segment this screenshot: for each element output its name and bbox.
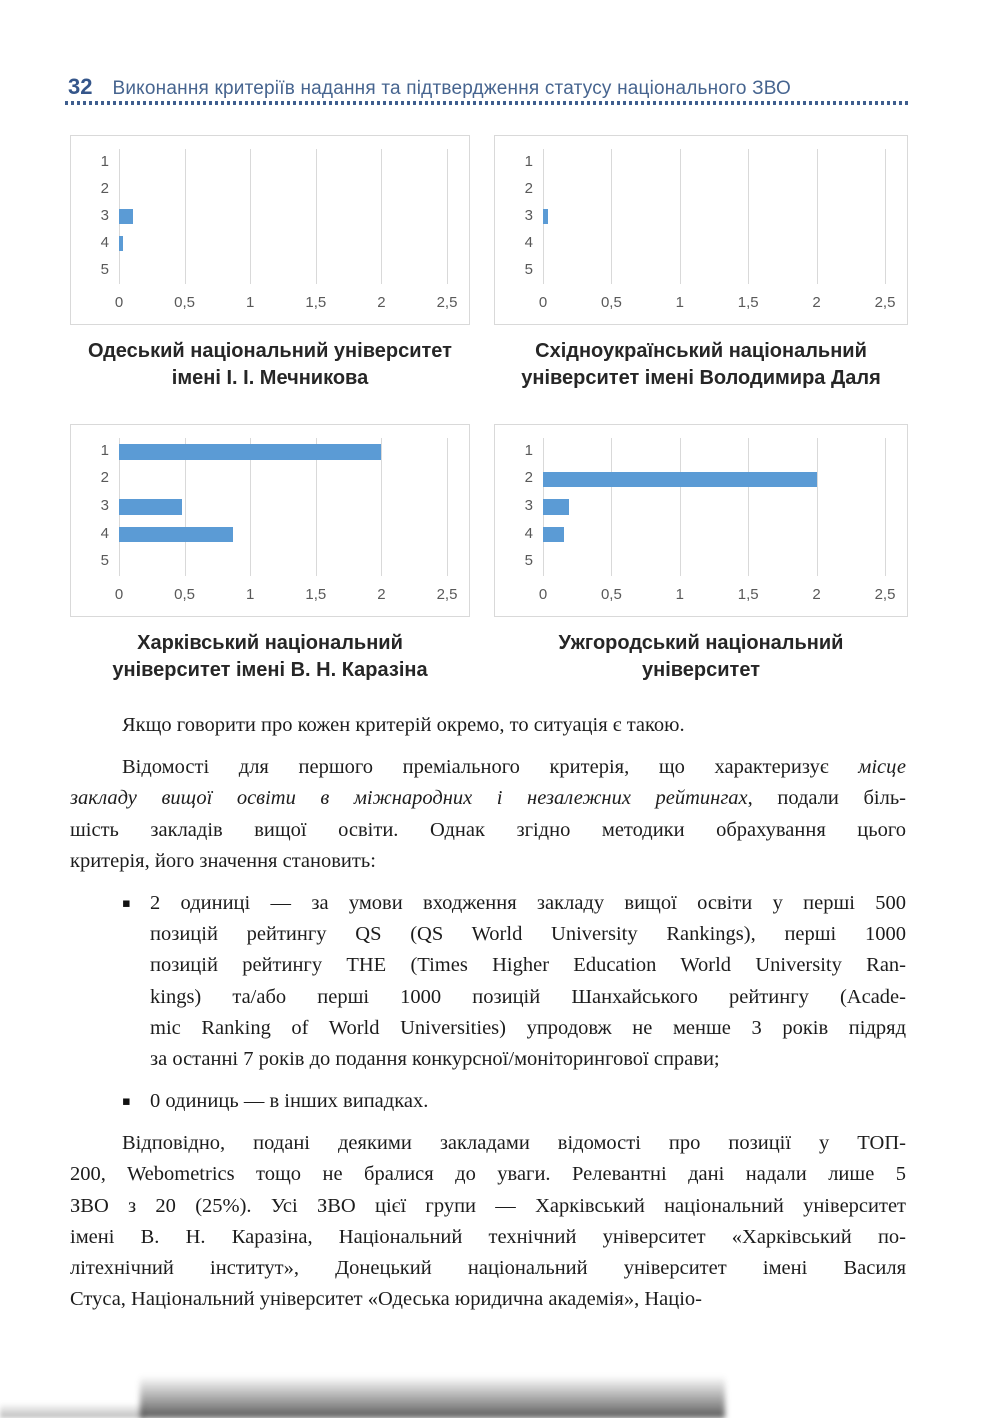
text-segment: Якщо говорити про кожен критерій окремо, то ситуація є такою. [122, 714, 685, 736]
chart-caption-uzhhorod [494, 630, 908, 684]
category-label: 1 [524, 152, 533, 170]
chart-caption-karazin [70, 630, 470, 684]
page-header [68, 74, 908, 100]
caption-line: імені І. І. Мечникова [171, 367, 369, 389]
bar [543, 209, 548, 224]
category-label: 2 [524, 469, 533, 487]
caption-line: університет [642, 659, 760, 681]
x-tick-label: 0,5 [174, 294, 196, 311]
category-axis [495, 149, 539, 284]
text-line [150, 888, 906, 919]
x-tick-label: 0 [114, 294, 124, 311]
bullet-marker: ▪ [122, 1094, 131, 1110]
text-line [70, 783, 906, 814]
text-segment: Відомості для першого преміального критерія, що характеризує [122, 756, 859, 779]
caption-line: Ужгородський національний [558, 632, 844, 654]
bar-chart-karazin [70, 424, 470, 617]
paragraph [70, 1128, 906, 1315]
category-label: 4 [524, 233, 533, 251]
text-segment: , подали біль- [747, 787, 906, 810]
category-label: 4 [100, 233, 109, 251]
text-line [150, 919, 906, 950]
page-number: 32 [68, 74, 93, 99]
paragraph [70, 710, 906, 741]
body-text [70, 710, 906, 1315]
x-tick-label: 2,5 [874, 586, 896, 603]
plot-area [543, 149, 885, 284]
bar-chart-skhidnoukrainskyi [494, 135, 908, 325]
grid-line [817, 438, 818, 576]
category-label: 2 [100, 469, 109, 487]
x-tick-label: 1 [246, 586, 255, 603]
text-line [150, 1086, 906, 1117]
bar [119, 236, 123, 251]
category-label: 4 [524, 524, 533, 542]
x-axis [114, 586, 458, 606]
text-segment: за останні 7 років до подання конкурсної/моніторингової справи; [150, 1047, 720, 1070]
grid-line [316, 149, 317, 284]
grid-line [381, 438, 382, 576]
x-tick-label: 1,5 [305, 586, 327, 603]
running-head-title: Виконання критеріїв надання та підтвердження статусу національного ЗВО [112, 78, 791, 99]
text-segment: позицій рейтингу QS (QS World University Rankings), перші 1000 [150, 923, 906, 946]
x-tick-label: 2,5 [436, 294, 458, 311]
category-label: 3 [524, 206, 533, 224]
category-label: 3 [100, 206, 109, 224]
bullet-item [70, 1086, 906, 1117]
x-tick-label: 2 [377, 294, 386, 311]
text-line [70, 1222, 906, 1253]
dotted-rule [65, 101, 908, 105]
x-tick-label: 1,5 [737, 586, 759, 603]
plot-area [119, 149, 447, 284]
grid-line [611, 438, 612, 576]
text-segment: Стуса, Національний університет «Одеська юридична академія», Націо- [70, 1288, 702, 1311]
grid-line [885, 438, 886, 576]
chart-caption-odesa [70, 338, 470, 392]
grid-line [611, 149, 612, 284]
bar [543, 499, 569, 514]
bar [119, 527, 233, 542]
text-line [70, 1159, 906, 1190]
category-label: 1 [100, 441, 109, 459]
x-tick-label: 0 [538, 294, 548, 311]
text-segment: критерія, його значення становить: [70, 849, 376, 872]
text-segment: Відповідно, подані деякими закладами відомості про позиції у ТОП- [122, 1132, 906, 1155]
text-line [70, 815, 906, 846]
caption-line: Харківський національний [137, 632, 403, 654]
caption-line: Одеський національний університет [88, 340, 452, 362]
text-segment: 200, Webometrics тощо не бралися до уваги. Релевантні дані надали лише 5 [70, 1163, 906, 1186]
category-label: 3 [100, 497, 109, 514]
category-label: 1 [524, 441, 533, 459]
x-tick-label: 0,5 [174, 586, 196, 603]
bar [119, 499, 182, 514]
x-axis [114, 294, 458, 314]
text-line [150, 1013, 906, 1044]
x-tick-label: 2,5 [436, 586, 458, 603]
bar [543, 527, 564, 542]
text-segment: mic Ranking of World Universities) упродовж не менше 3 років підряд [150, 1016, 906, 1039]
grid-line [447, 149, 448, 284]
text-line [150, 1044, 906, 1075]
grid-line [680, 149, 681, 284]
text-line [70, 1253, 906, 1284]
italic-text: місце [858, 756, 906, 779]
x-tick-label: 0,5 [600, 294, 622, 311]
text-segment: імені В. Н. Каразіна, Національний технічний університет «Харківський по- [70, 1225, 906, 1248]
text-line [70, 1191, 906, 1222]
scan-shadow-left [0, 1403, 145, 1418]
text-line [70, 710, 906, 741]
category-label: 4 [100, 524, 109, 542]
x-tick-label: 0 [538, 586, 548, 603]
category-label: 5 [524, 260, 533, 278]
x-tick-label: 1,5 [737, 294, 759, 311]
x-axis [538, 586, 896, 606]
paragraph [70, 752, 906, 877]
category-label: 5 [524, 552, 533, 570]
x-tick-label: 1 [675, 294, 684, 311]
category-label: 5 [100, 552, 109, 570]
x-tick-label: 2 [812, 294, 821, 311]
plot-area [543, 438, 885, 576]
x-tick-label: 0,5 [600, 586, 622, 603]
grid-line [381, 149, 382, 284]
x-tick-label: 2 [377, 586, 386, 603]
text-line [150, 950, 906, 981]
caption-line: Східноукраїнський національний [535, 340, 867, 362]
text-segment: позицій рейтингу THE (Times Higher Education World University Ran- [150, 954, 906, 977]
grid-line [885, 149, 886, 284]
text-segment: 2 одиниці — за умови входження закладу вищої освіти у перші 500 [150, 891, 906, 914]
plot-area [119, 438, 447, 576]
bar [119, 209, 133, 224]
grid-line [447, 438, 448, 576]
text-line [70, 752, 906, 783]
caption-line: університет імені В. Н. Каразіна [112, 659, 428, 681]
bar-chart-uzhhorod [494, 424, 908, 617]
italic-text: закладу вищої освіти в міжнародних і незалежних рейтингах [70, 787, 748, 810]
bar [119, 444, 381, 459]
text-line [70, 846, 906, 877]
text-line [150, 982, 906, 1013]
chart-caption-skhidnoukrainskyi [494, 338, 908, 392]
bullet-marker: ▪ [122, 895, 131, 911]
text-segment: 0 одиниць — в інших випадках. [150, 1090, 429, 1113]
category-label: 3 [524, 497, 533, 514]
x-tick-label: 2 [812, 586, 821, 603]
grid-line [748, 149, 749, 284]
scan-shadow [140, 1376, 725, 1418]
x-tick-label: 1,5 [305, 294, 327, 311]
x-tick-label: 0 [114, 586, 124, 603]
bar [543, 472, 817, 487]
bullet-item [70, 888, 906, 1075]
x-tick-label: 1 [246, 294, 255, 311]
text-segment: шість закладів вищої освіти. Однак згідно методики обрахування цього [70, 818, 906, 841]
bar-chart-odesa [70, 135, 470, 325]
x-axis [538, 294, 896, 314]
grid-line [680, 438, 681, 576]
grid-line [250, 149, 251, 284]
category-axis [71, 438, 115, 576]
text-segment: літехнічний інститут», Донецький національний університет імені Василя [70, 1257, 906, 1279]
grid-line [817, 149, 818, 284]
text-segment: kings) та/або перші 1000 позицій Шанхайського рейтингу (Acade- [150, 985, 906, 1008]
category-label: 2 [100, 179, 109, 197]
text-line [70, 1284, 906, 1315]
category-axis [71, 149, 115, 284]
grid-line [185, 149, 186, 284]
text-line [70, 1128, 906, 1159]
category-label: 5 [100, 260, 109, 278]
x-tick-label: 1 [675, 586, 684, 603]
category-label: 1 [100, 152, 109, 170]
x-tick-label: 2,5 [874, 294, 896, 311]
caption-line: університет імені Володимира Даля [521, 367, 881, 389]
category-axis [495, 438, 539, 576]
category-label: 2 [524, 179, 533, 197]
grid-line [748, 438, 749, 576]
text-segment: ЗВО з 20 (25%). Усі ЗВО цієї групи — Харківський національний університет [70, 1194, 906, 1217]
